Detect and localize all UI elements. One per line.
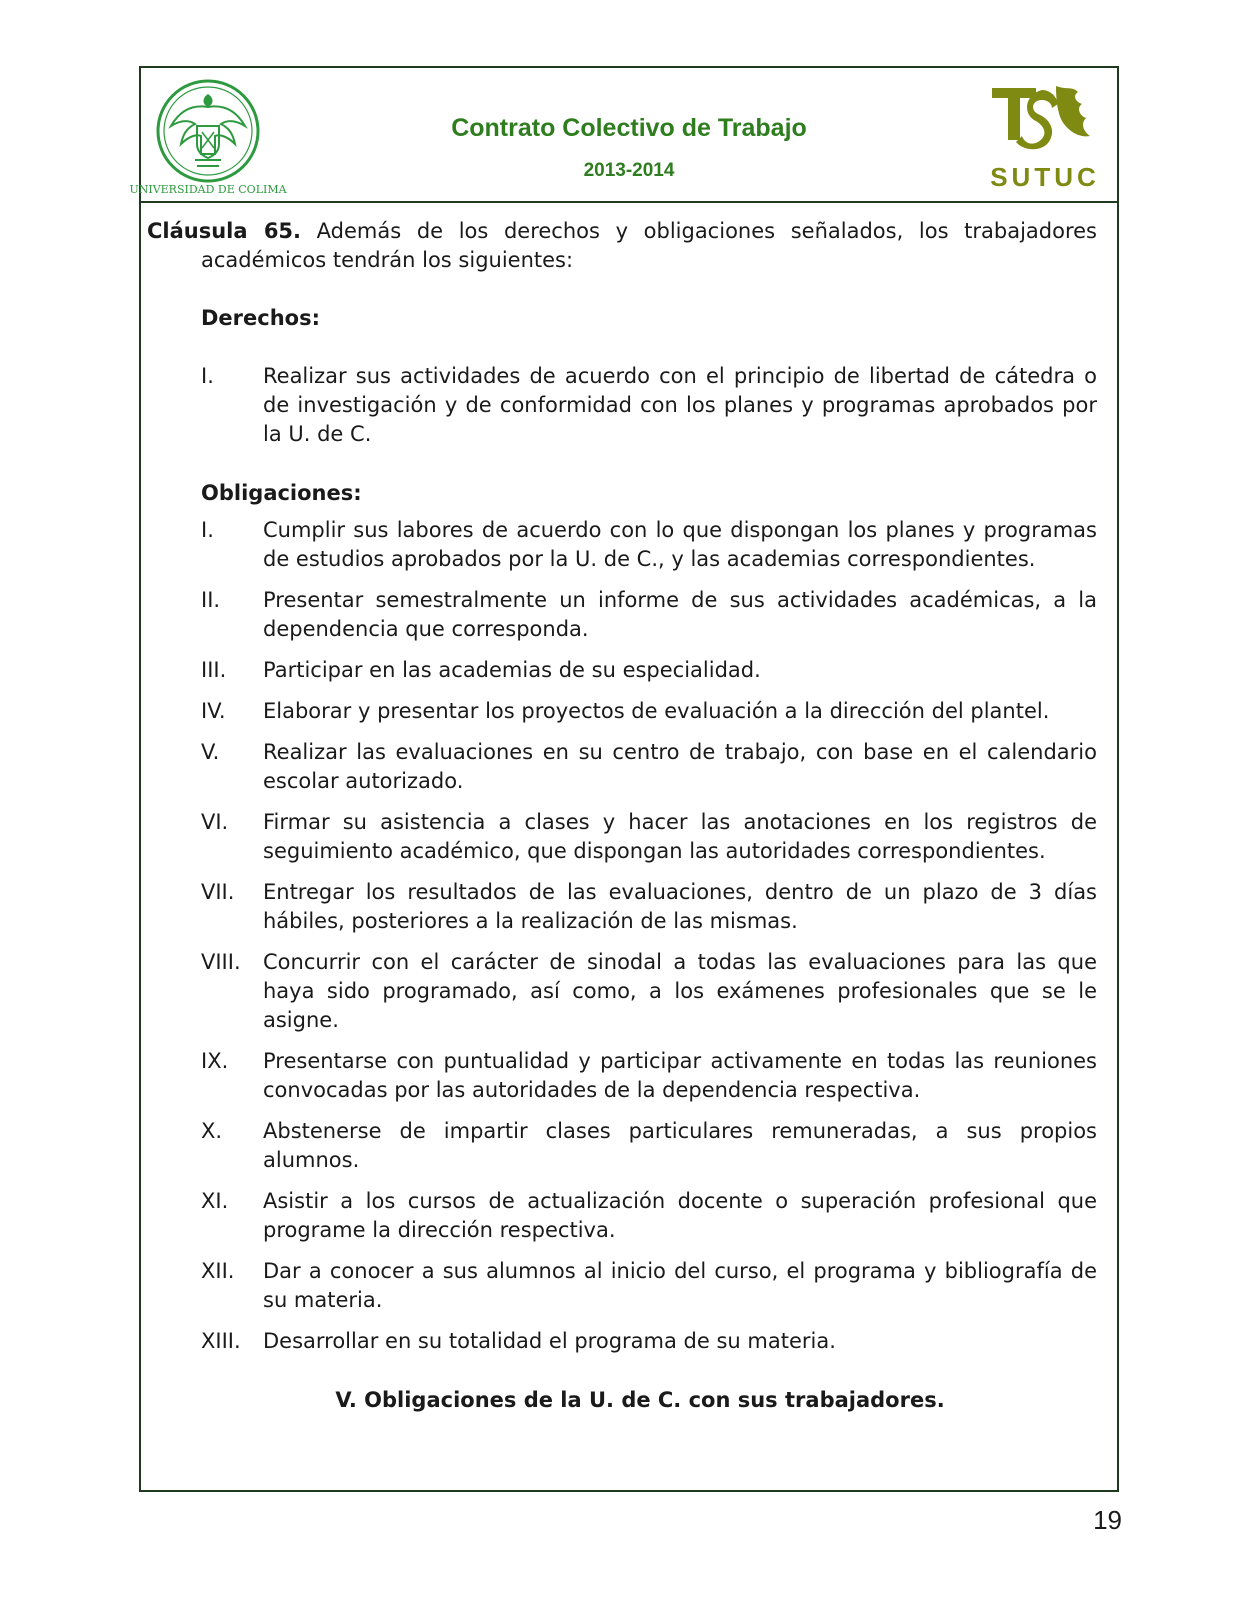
svg-text:SUTUC: SUTUC — [990, 162, 1100, 192]
svg-text:UNIVERSIDAD DE COLIMA: UNIVERSIDAD DE COLIMA — [129, 183, 287, 196]
list-item — [147, 656, 1097, 685]
item-text: Entregar los resultados de las evaluaciones, dentro de un plazo de 3 días hábiles, posteriores a la realización de las mismas. — [263, 880, 1097, 933]
item-text: Dar a conocer a sus alumnos al inicio del curso, el programa y bibliografía de su materia. — [263, 1259, 1097, 1312]
item-text: Asistir a los cursos de actualización docente o superación profesional que programe la dirección respectiva. — [263, 1189, 1097, 1242]
derechos-list — [147, 362, 1097, 449]
list-item — [147, 808, 1097, 866]
list-item — [147, 1047, 1097, 1105]
item-number: VIII. — [201, 950, 241, 974]
document-years: 2013-2014 — [583, 160, 675, 181]
item-text: Participar en las academias de su especialidad. — [263, 658, 761, 682]
item-number: XIII. — [201, 1329, 241, 1353]
list-item — [147, 516, 1097, 574]
list-item — [147, 362, 1097, 449]
item-number: XI. — [201, 1189, 229, 1213]
item-number: X. — [201, 1119, 223, 1143]
derechos-heading: Derechos: — [201, 306, 320, 330]
item-text: Presentarse con puntualidad y participar activamente en todas las reuniones convocadas por las autoridades de la dependencia respectiva. — [263, 1049, 1097, 1102]
list-item — [147, 697, 1097, 726]
item-text: Presentar semestralmente un informe de sus actividades académicas, a la dependencia que corresponda. — [263, 588, 1097, 641]
document-body — [147, 217, 1097, 1415]
item-number: XII. — [201, 1259, 235, 1283]
list-item — [147, 1257, 1097, 1315]
item-text: Cumplir sus labores de acuerdo con lo que dispongan los planes y programas de estudios aprobados por la U. de C., y las academias correspondientes. — [263, 518, 1097, 571]
item-number: VII. — [201, 880, 235, 904]
item-text: Realizar las evaluaciones en su centro de trabajo, con base en el calendario escolar autorizado. — [263, 740, 1097, 793]
clause-paragraph — [147, 217, 1097, 275]
item-number: IV. — [201, 699, 226, 723]
document-header — [129, 68, 1117, 203]
page-frame — [129, 66, 1119, 1492]
item-number: II. — [201, 588, 221, 612]
list-item — [147, 1327, 1097, 1356]
item-number: V. — [201, 740, 220, 764]
item-number: I. — [201, 364, 214, 388]
obligaciones-heading: Obligaciones: — [201, 481, 362, 505]
list-item — [147, 1117, 1097, 1175]
list-item — [147, 878, 1097, 936]
item-text: Firmar su asistencia a clases y hacer las anotaciones en los registros de seguimiento académico, que dispongan las autoridades correspondientes. — [263, 810, 1097, 863]
item-number: III. — [201, 658, 227, 682]
item-number: IX. — [201, 1049, 229, 1073]
item-text: Concurrir con el carácter de sinodal a todas las evaluaciones para las que haya sido programado, así como, a los exámenes profesionales que se le asigne. — [263, 950, 1097, 1032]
list-item — [147, 1187, 1097, 1245]
sutuc-logo-icon — [986, 82, 1104, 194]
item-text: Abstenerse de impartir clases particulares remuneradas, a sus propios alumnos. — [263, 1119, 1097, 1172]
document-title: Contrato Colectivo de Trabajo — [451, 114, 807, 142]
list-item — [147, 948, 1097, 1035]
item-text: Realizar sus actividades de acuerdo con el principio de libertad de cátedra o de investigación y de conformidad con los planes y programas aprobados por la U. de C. — [263, 364, 1097, 446]
item-number: VI. — [201, 810, 229, 834]
clause-text: Además de los derechos y obligaciones señalados, los trabajadores académicos tendrán los siguientes: — [201, 219, 1097, 272]
obligaciones-list — [147, 516, 1097, 1356]
item-number: I. — [201, 518, 214, 542]
section-title: V. Obligaciones de la U. de C. con sus trabajadores. — [335, 1388, 945, 1412]
list-item — [147, 738, 1097, 796]
item-text: Desarrollar en su totalidad el programa de su materia. — [263, 1329, 836, 1353]
item-text: Elaborar y presentar los proyectos de evaluación a la dirección del plantel. — [263, 699, 1050, 723]
clause-number: Cláusula 65. — [147, 219, 302, 243]
list-item — [147, 586, 1097, 644]
page-number: 19 — [1093, 1505, 1122, 1535]
